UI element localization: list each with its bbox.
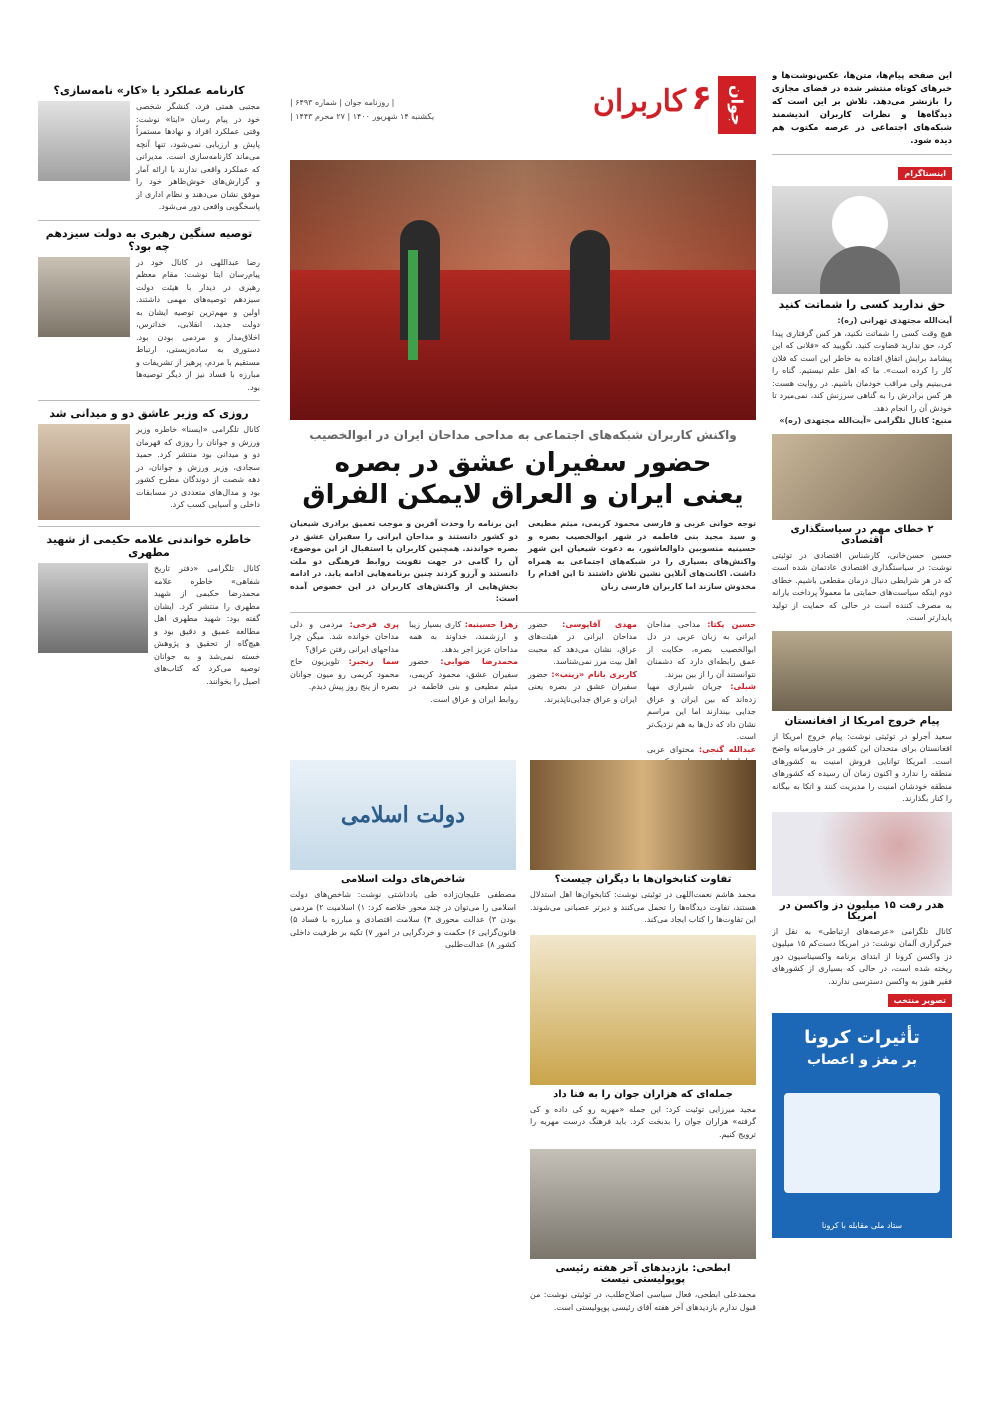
lead-right: توجه خوانی عربی و فارسی محمود کریمی، میثم مطیعی و سید مجید بنی فاطمه در شهر ابوالخصیب بصره و حسینیه منسوبین داوالعاشور، به دعوت شیعیان این شهر واکنش‌های بسیاری را در شبکه‌های اجتماعی به همراه داشت. اکانت‌های آنلاین نشین تلاش داشتند تا این اقدام را مخدوش سازند اما کاربران فارسی زبان [528,519,756,591]
left-item4-body: کانال تلگرامی «دفتر تاریخ شفاهی» خاطره علامه محمدرضا حکیمی از شهید مطهری را منتشر کرد. ایشان گفته بود: شهید مطهری اهل مطالعه عمیق و دقیق بود و هیچ‌گاه از تحقیق و پژوهش خسته نمی‌شد و به جوانان توصیه می‌کرد که کتاب‌های اصیل را بخوانند. [154,564,260,686]
item4-title: هدر رفت ۱۵ میلیون دز واکسن در امریکا [779,899,945,922]
wedding-body: مجید میرزایی توئیت کرد: این جمله «مهریه رو کی داده و کی گرفته» هزاران جوان را بدبخت کرد. باید فرهنگ درست مهریه را ترویج کنیم. [530,1104,756,1139]
quote-name: عبدالله گنجی: [698,744,756,754]
book-title: تفاوت کتابخوان‌ها با دیگران چیست؟ [554,874,732,885]
quote-text: مداحی مداحان ایرانی به زبان عربی در دل ابوالخصیب بصره، حکایت از عمق رابطه‌ای دارد که دشمنان نتوانستند آن را از بین ببرند. [647,619,756,679]
right-column [772,70,952,1375]
newspaper-logo: جوان [718,76,756,134]
intro-text: این صفحه پیام‌ها، متن‌ها، عکس‌نوشت‌ها و خبرهای کوتاه منتشر شده در فضای مجازی را بازنشر می‌دهد. تلاش بر این است که دیدگاه‌ها و نظرات کاربران اندیشمند شبکه‌های اجتماعی در عرصه مکتوب هم دیده شود. [772,71,952,146]
quote-text: حضور مداحان ایرانی در هیئت‌های عراق، نشان می‌دهد که محبت اهل بیت مرز نمی‌شناسد. [528,619,637,666]
main-lower [290,760,756,1360]
quote-name: محمدرضا ضوابی: [440,657,518,666]
quote-name: شبلی: [730,682,756,691]
raisi-photo [530,1149,756,1259]
quote-text: محتوای عربی [647,744,695,754]
quote-name: حسین یکتا: [707,619,756,629]
soldiers-photo [772,631,952,711]
item2-body: حسین حسن‌خانی، کارشناس اقتصادی در توئیتی نوشت: در سیاستگذاری اقتصادی عادتمان شده است که در هر شرایطی دنبال درمان مقطعی باشیم. خطای دوم اینکه سیاست‌های حمایتی ما معمولاً پرداخت یارانه به مصرف کننده است در حالی که حمایت از تولید پایدارتر است. [772,550,952,622]
quote-name: زهرا حسینیه: [464,619,518,629]
item1-title: حق ندارید کسی را شماتت کنید [778,298,946,311]
quote-name: پری فرخی: [349,619,399,629]
left-item3-title: روزی که وزیر عاشق دو و میدانی شد [49,407,249,420]
raisi-body: محمدعلی ابطحی، فعال سیاسی اصلاح‌طلب، در توئیتی نوشت: من قبول ندارم بازدیدهای آخر هفته آقای رئیسی پوپولیستی است. [530,1290,756,1312]
quote-name: کاربری بانام «زینب»: [551,669,638,679]
item1-author: آیت‌الله مجتهدی تهرانی (ره): [837,316,952,325]
signing-photo [38,101,130,181]
item1-source: منبع: کانال تلگرامی «آیت‌الله مجتهدی (ره)» [779,416,952,425]
wedding-photo [530,935,756,1085]
cleric-photo [772,186,952,294]
lead-left: این برنامه را وحدت آفرین و موجب تعمیق برادری شیعیان دو کشور دانستند و مداحان ایرانی را سفیران عشق در بصره خواندند. همچنین کاربران با استقبال از این موضوع، آن را گامی در جهت تقویت روابط فرهنگی دو ملت دانستند و آرزو کردند چنین برنامه‌هایی ادامه یابد. در ادامه بخش‌هایی از واکنش‌های کاربران در این خصوص آمده است: [290,519,518,603]
dowlat-image-text: دولت اسلامی [340,802,466,828]
quote-name: مهدی آقاپوسی: [562,619,638,629]
left-item3-body: کانال تلگرامی «ایسنا» خاطره وزیر ورزش و جوانان را روزی که قهرمان دو و میدانی بود منتشر کرد. حمید سجادی، وزیر ورزش و جوانان، در دهه شصت از دوندگان مطرح کشور بود و مدال‌های متعددی در مسابقات داخلی و آسیایی کسب کرد. [136,425,260,509]
wedding-title: جمله‌ای که هزاران جوان را به فنا داد [553,1088,733,1100]
leader-meeting-photo [38,257,130,337]
left-item1-body: مجتبی همتی فرد، کنشگر شخصی خود در پیام رسان «ایتا» نوشت: وقتی عملکرد افراد و نهادها مستمراً پایش و ارزیابی نمی‌شود، تنها آنچه می‌ماند کارنامه‌سازی است. مدیرانی که عملکرد واقعی ندارند با ارائه آمار و گزارش‌های خوش‌ظاهر خود را موفق نشان می‌دهند و نظام اداری از پاسخگویی واقعی دور می‌شود. [136,102,260,211]
dowlat-body: مصطفی علیجان‌زاده طی یادداشتی نوشت: شاخص‌های دولت اسلامی را می‌توان در چند محور خلاصه کرد: ۱) اسلامیت ۲) مردمی بودن ۳) عدالت محوری ۴) سلامت اقتصادی و مبارزه با فساد ۵) قانون‌گرایی ۶) حکمت و خردگرایی در امور ۷) تکیه بر ظرفیت داخلی کشور ۸) عدالت‌طلبی [290,890,516,949]
historic-photo [38,563,148,653]
item2-title: ۲ خطای مهم در سیاستگذاری اقتصادی [790,523,934,546]
masthead [290,76,756,134]
dowlat-image [290,760,516,870]
books-photo [530,760,756,870]
quote-text: حضور سفیران عشق، محمود کریمی، میثم مطیعی و بنی فاطمه در روابط ایران و عراق است. [409,657,518,704]
left-item1-title: کارنامه عملکرد یا «کار» نامه‌سازی؟ [53,84,245,97]
left-item2-title: توصیه سنگین رهبری به دولت سیزدهم چه بود؟ [45,226,253,253]
raisi-title: ابطحی: بازدیدهای آخر هفته رئیسی پوپولیستی نیست [555,1263,731,1285]
date-line: یکشنبه ۱۴ شهریور ۱۴۰۰ | ۲۷ محرم ۱۴۴۳ | [290,112,435,121]
selected-image-tag: تصویر منتخب [888,994,952,1007]
vaccine-photo [772,812,952,896]
quote-text: جریان شیرازی مهیا زده‌اند که بین ایران و عراق جدایی بیندازند اما این مراسم نشان داد که دل‌ها به هم نزدیک‌تر است. [647,682,756,741]
instagram-tag: اینستاگرام [898,167,952,180]
item4-body: کانال تلگرامی «عرصه‌های ارتباطی» به نقل از خبرگزاری آلمان نوشت: در امریکا دست‌کم ۱۵ میلیون دز واکسن کرونا از ابتدای برنامه واکسیناسیون دور ریخته شده است، در حالی که بسیاری از کشورهای فقیر هنوز به واکسن دسترسی ندارند. [772,926,952,986]
left-column [38,80,260,1375]
left-item2-body: رضا عبداللهی در کانال خود در پیام‌رسان ایتا نوشت: مقام معظم رهبری در دیدار با هیئت دولت سیزدهم توصیه‌های مهمی داشتند. اولین و مهم‌ترین توصیه ایشان به دولت جدید، انقلابی، خداترس، اخلاق‌مدار و مردمی بودن بود. دستوری به ساده‌زیستی، ارتباط مستقیم با مردم، پرهیز از تشریفات و مبارزه با فساد نیز از دیگر توصیه‌ها بود. [136,257,260,392]
book-body: محمد هاشم نعمت‌اللهی در توئیتی نوشت: کتابخوان‌ها اهل استدلال هستند، تفاوت دیدگاه‌ها را تحمل می‌کنند و دیرتر عصبانی می‌شوند. این تفاوت‌ها را کتاب ایجاد می‌کند. [530,890,756,924]
quote-name: سما رنجبر: [348,657,399,666]
kicker: واکنش کاربران شبکه‌های اجتماعی به مداحی مداحان ایران در ابوالخصیب [309,428,737,442]
poster-footer: ستاد ملی مقابله با کرونا [821,1221,903,1230]
quote-text: حضور سفیران عشق در بصره یعنی ایران و عراق جدایی‌ناپذیرند. [528,669,637,704]
poster-line2: بر مغز و اعصاب [806,1052,918,1068]
section-title: کاربران [592,84,686,119]
quote-text: کاری بسیار زیبا و ارزشمند، خداوند به همه مداحان عزیز اجر بدهد. [409,619,518,654]
corona-poster [772,1013,952,1238]
poster-line1: تأثیرات کرونا [804,1027,920,1048]
item3-title: پیام خروج امریکا از افغانستان [784,714,940,727]
headline-1: حضور سفیران عشق در بصره [334,448,712,478]
item1-body: هیچ وقت کسی را شماتت نکنید، هر کس گرفتاری پیدا کرد، حق ندارید قضاوت کنید. نگویید که «فلانی که این پیشامد برایش اتفاق افتاده به خاطر این است که فلان کار را کرده است». ما که اهل علم نیستیم. گناه را می‌بینیم ولی مراقب خودمان باشیم. در روایت هست: هر کس برادرش را به گناهی سرزنش کند، نمی‌میرد تا خودش آن را انجام دهد. [772,328,952,413]
item3-body: سعید آجرلو در توئیتی نوشت: پیام خروج امریکا از افغانستان برای متحدان این کشور در خاورمیانه واضح است. امریکا توانایی فروش امنیت به کشورهای منطقه را ندارد و اکنون زمان آن رسیده که کشورهای منطقه خودشان امنیت را مدیریت کنند و اتکا به بیگانه را کنار بگذارند. [772,731,952,803]
page-number: ۶ [691,78,712,118]
dowlat-title: شاخص‌های دولت اسلامی [340,874,466,885]
left-item4-title: خاطره خواندنی علامه حکیمی از شهید مطهری [46,533,252,559]
money-photo [772,434,952,520]
runner-photo [38,424,130,520]
quote-text: مردمی و دلی مداحان خوانده شد. میگن چرا مداحهای ایرانی رفتن عراق؟ [290,619,399,654]
quote-text: تلویزیون حاج محمود کریمی رو میون جوانان بصره از پنج روز پیش دیدم. [290,657,399,691]
issue-line: | روزنامه جوان | شماره ۶۴۹۳ | [290,98,395,107]
headline-2: یعنی ایران و العراق لایمکن الفراق [302,480,744,510]
main-photo [290,160,756,420]
